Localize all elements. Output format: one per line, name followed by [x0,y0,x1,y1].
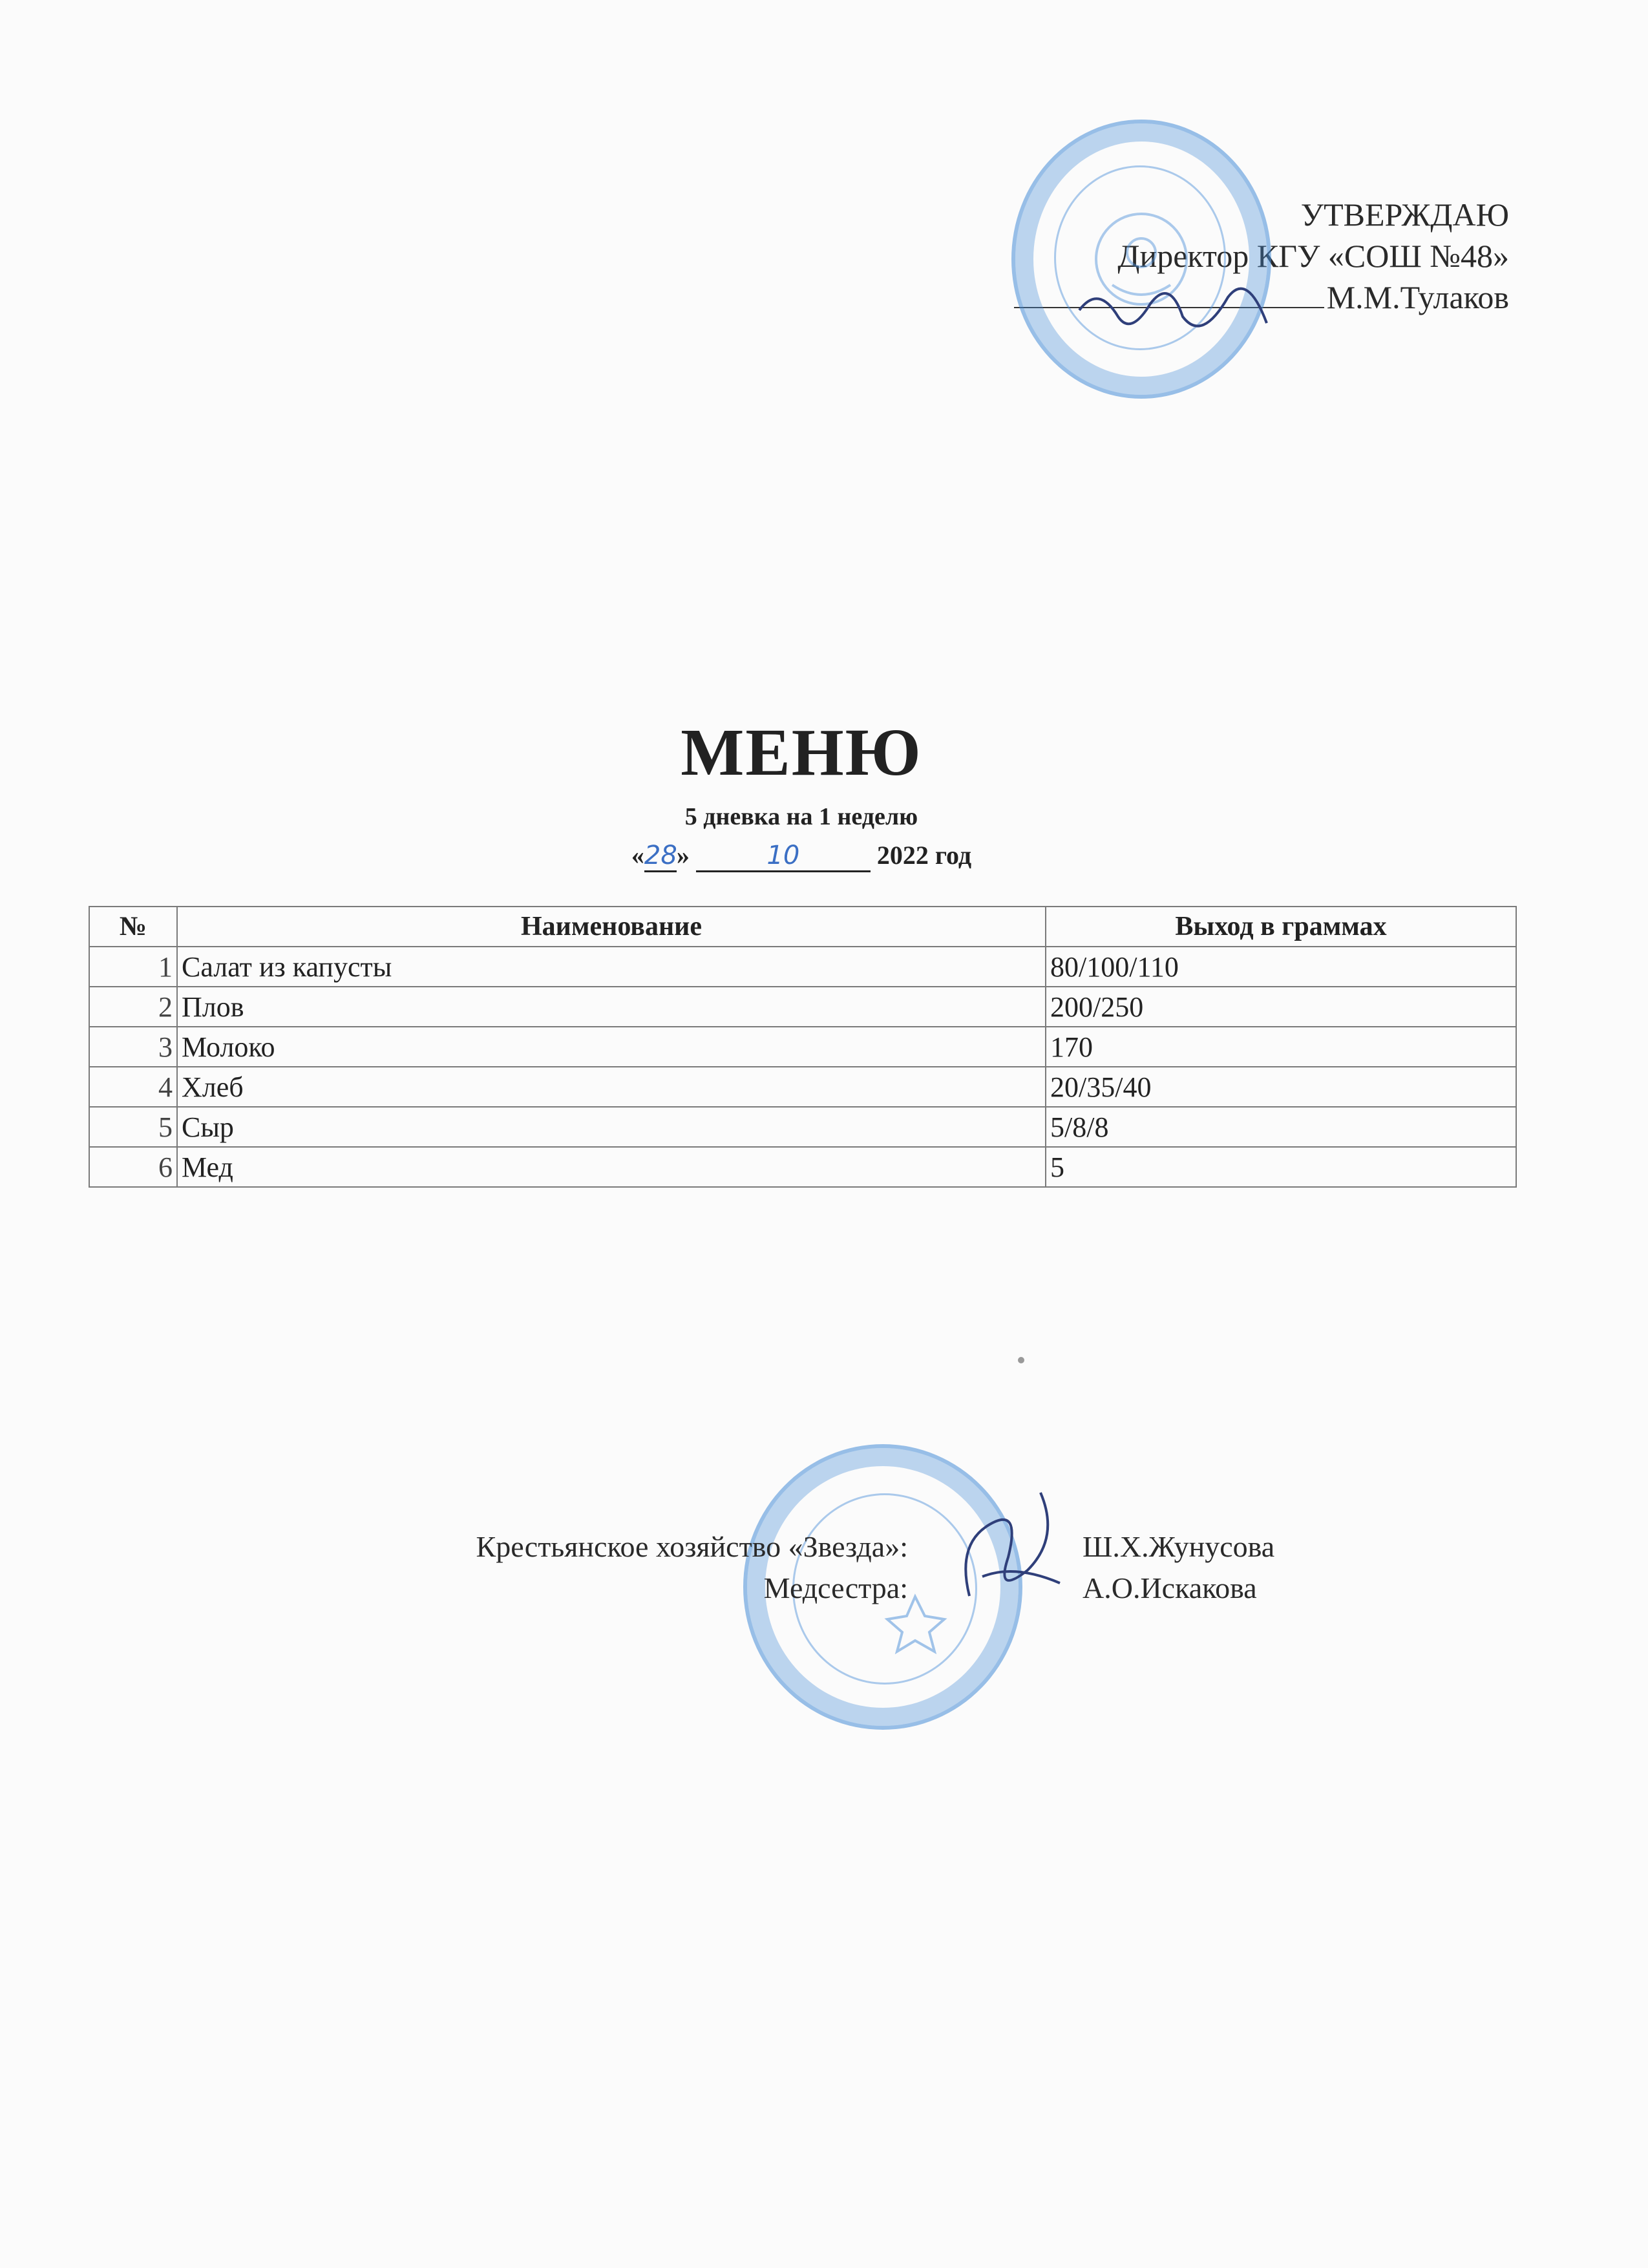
row-name: Молоко [177,1027,1046,1067]
row-number: 5 [89,1107,177,1147]
row-name: Сыр [177,1107,1046,1147]
document-title: МЕНЮ [681,715,922,790]
farm-label: Крестьянское хозяйство «Звезда»: [476,1530,908,1563]
nurse-label: Медсестра: [763,1571,908,1604]
table-row [89,987,1516,1027]
director-signature [1073,271,1293,362]
row-name: Плов [177,987,1046,1027]
table-row [89,947,1516,987]
row-number: 3 [89,1027,177,1067]
table-header-row [89,907,1516,947]
row-number: 6 [89,1147,177,1187]
table-row [89,1027,1516,1067]
row-number: 2 [89,987,177,1027]
row-name: Салат из капусты [177,947,1046,987]
table-row [89,1067,1516,1107]
table-row [89,1147,1516,1187]
row-name: Мед [177,1147,1046,1187]
row-weight: 5/8/8 [1046,1107,1516,1147]
row-name: Хлеб [177,1067,1046,1107]
header-name: Наименование [177,907,1046,947]
row-weight: 5 [1046,1147,1516,1187]
signature-block [0,1526,908,1609]
date-month: 10 [696,841,871,872]
farm-signature [931,1467,1086,1628]
table-row [89,1107,1516,1147]
row-weight: 20/35/40 [1046,1067,1516,1107]
signature-names [1083,1526,1274,1609]
scan-speck [1018,1357,1024,1363]
approve-label: УТВЕРЖДАЮ [1300,196,1509,233]
row-weight: 200/250 [1046,987,1516,1027]
row-number: 1 [89,947,177,987]
row-weight: 80/100/110 [1046,947,1516,987]
row-number: 4 [89,1067,177,1107]
approver-position: Директор КГУ «СОШ №48» [1117,238,1509,274]
date-year: 2022 год [876,841,972,870]
menu-table [89,906,1517,1188]
header-number: № [89,907,177,947]
farm-representative-name: Ш.Х.Жунусова [1083,1530,1275,1563]
header-weight: Выход в граммах [1046,907,1516,947]
nurse-name: А.О.Искакова [1083,1571,1257,1604]
approver-name: М.М.Тулаков [1326,279,1509,315]
date-day: 28 [644,841,677,872]
document-date: «28» 10 2022 год [0,840,1603,872]
row-weight: 170 [1046,1027,1516,1067]
document-subtitle: 5 дневка на 1 неделю [684,803,918,830]
